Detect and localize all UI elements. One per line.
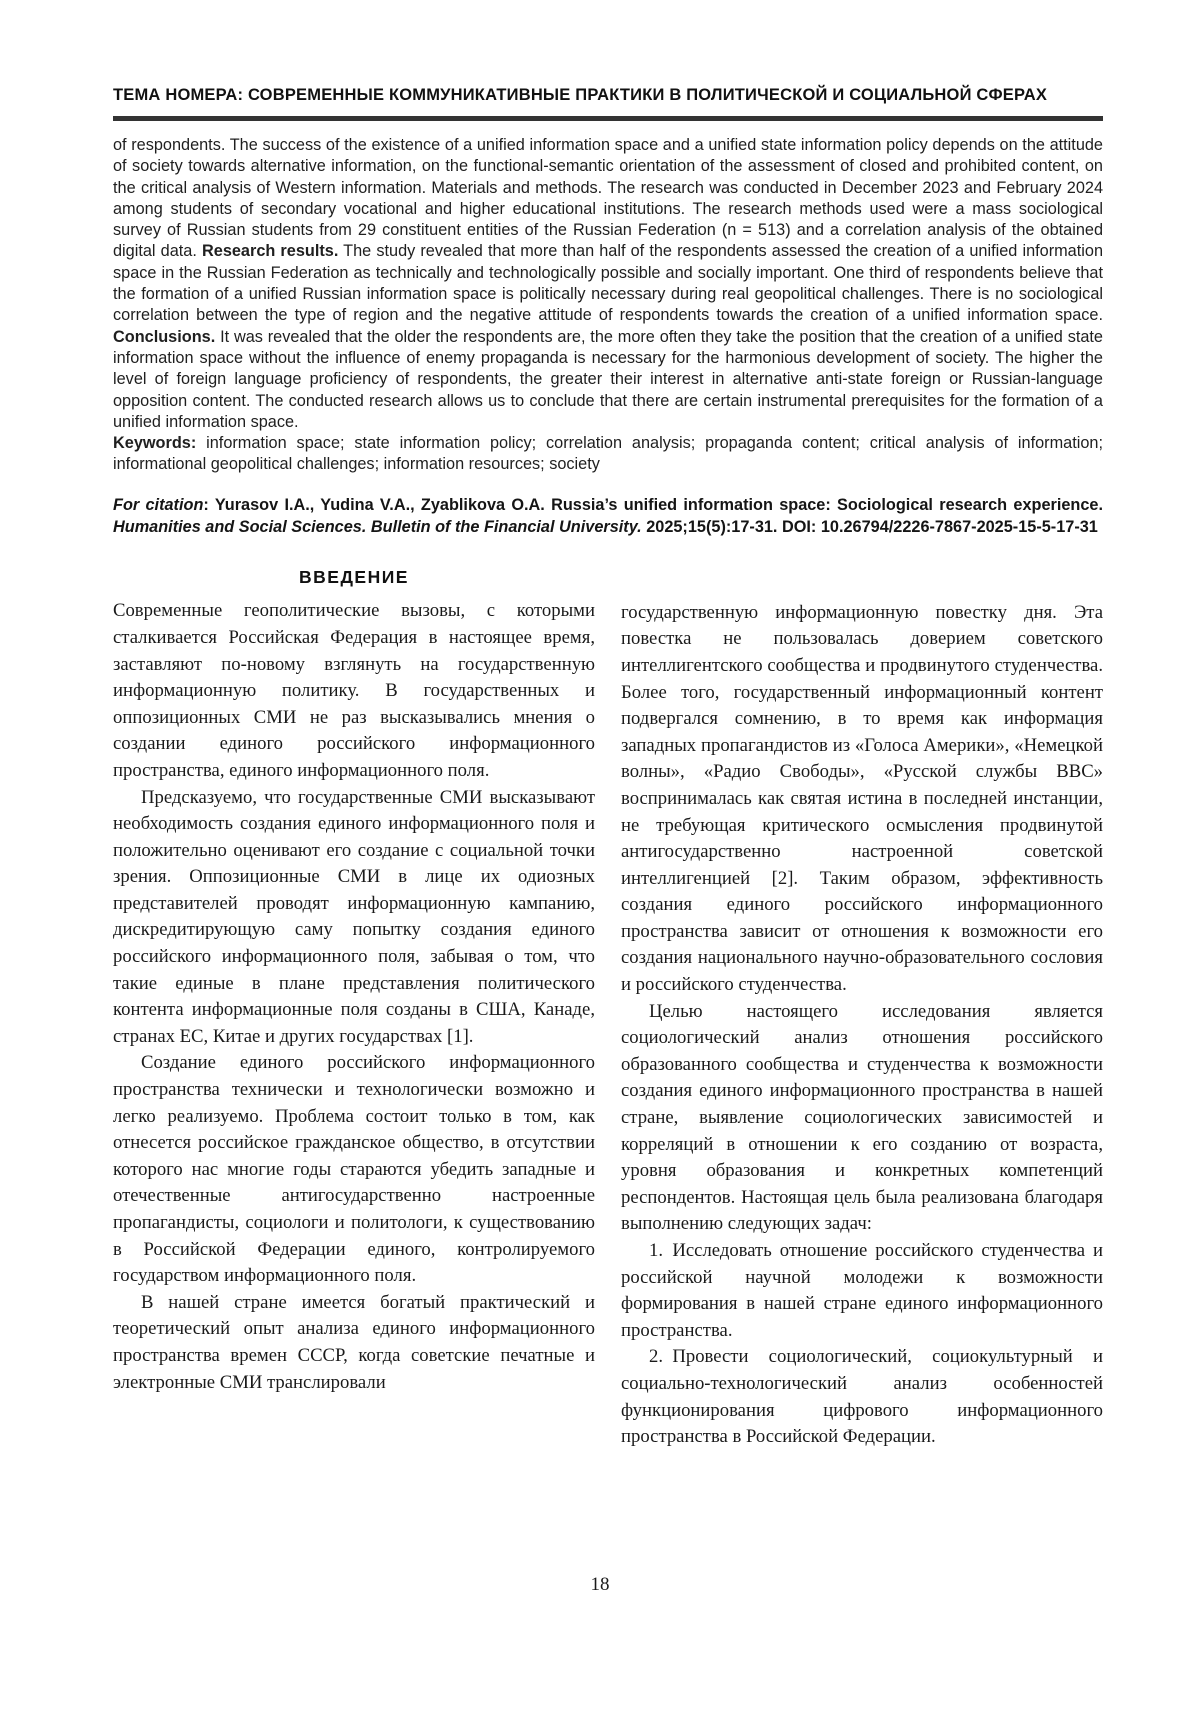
abstract-segment: of respondents. The success of the existence of a unified information space and a unified state information policy depends on the attitude of society towards alternative information, on the functional-semantic orientation of the assessment of closed and prohibited content, on the critical analysis of Western information. Materials and methods. The research was conducted in December 2023 and February 2024 among students of secondary vocational and higher educational institutions. The research methods used were a mass sociological survey of Russian students from 29 constituent entities of the Russian Federation (n = 513) and a correlation analysis of the obtained digital data. (113, 136, 1103, 261)
citation-doi: 2025;15(5):17-31. DOI: 10.26794/2226-7867-2025-15-5-17-31 (641, 517, 1098, 536)
citation-block (113, 494, 1103, 538)
body-paragraph: Целью настоящего исследования является социологический анализ отношения российского образованного сообщества и студенчества к возможности создания единого информационного пространства в нашей стране, выявление социологических зависимостей и корреляций в отношении к его созданию от возраста, уровня образования и конкретных компетенций респондентов. Настоящая цель была реализована благодаря выполнению следующих задач: (621, 1000, 1103, 1235)
body-paragraph: государственную информационную повестку дня. Эта повестка не пользовалась доверием советского интеллигентского сообщества и продвинутого студенчества. Более того, государственный информационный контент подвергался сомнению, в то время как информация западных пропагандистов из «Голоса Америки», «Немецкой волны», «Радио Свободы», «Русской службы ВВС» воспринималась как святая истина в последней инстанции, не требующая критического осмысления продвинутой антигосударственно настроенной советской интеллигенцией [2]. Таким образом, эффективность создания единого российского информационного пространства зависит от отношения к возможности его создания национального научно-образовательного сословия и российского студенчества. (621, 601, 1103, 996)
body-paragraph: Создание единого российского информационного пространства технически и технологически возможно и легко реализуемо. Проблема состоит только в том, как отнесется российское гражданское общество, в отсутствии которого нас многие годы стараются убедить западные и отечественные антигосударственно настроенные пропагандисты, социологи и политологи, к существованию в Российской Федерации единого, контролируемого государством информационного поля. (113, 1052, 595, 1287)
keywords-paragraph (113, 433, 1103, 476)
page-content (113, 0, 1103, 1451)
header-rule (113, 116, 1103, 121)
body-paragraph: Предсказуемо, что государственные СМИ высказывают необходимость создания единого информационного поля и положительно оценивают его создание с социальной точки зрения. Оппозиционные СМИ в лице их одиозных представителей проводят информационную кампанию, дискредитирующую саму попытку создания единого российского информационного поля, забывая о том, что такие единые в плане представления политического контента информационные поля созданы в США, Канаде, странах ЕС, Китае и других государствах [1]. (113, 786, 595, 1047)
abstract-paragraph (113, 135, 1103, 433)
numbered-task-1: 1. Исследовать отношение российского студенчества и российской научной молодежи к возможности формирования в нашей стране единого информационного пространства. (621, 1240, 1103, 1341)
abstract-segment: The study revealed that more than half of the respondents assessed the creation of a unified information space in the Russian Federation as technically and technologically possible and socially important. One third of respondents believe that the formation of a unified Russian information space is politically necessary during real geopolitical challenges. There is no sociological correlation between the type of region and the negative attitude of respondents towards the creation of a unified information space. (113, 242, 1103, 325)
abstract-segment-conclusions: Conclusions. (113, 327, 216, 346)
citation-journal: Humanities and Social Sciences. Bulletin of the Financial University. (113, 517, 642, 536)
page-number: 18 (590, 1574, 610, 1595)
two-column-body (113, 564, 1103, 1451)
citation-label: For citation (113, 495, 204, 514)
left-column (113, 564, 595, 1451)
right-column (621, 564, 1103, 1451)
abstract-block (113, 135, 1103, 476)
body-paragraph: В нашей стране имеется богатый практический и теоретический опыт анализа единого информационного пространства времен СССР, когда советские печатные и электронные СМИ транслировали (113, 1291, 595, 1393)
body-paragraph: Современные геополитические вызовы, с которыми сталкивается Российская Федерация в настоящее время, заставляют по-новому взглянуть на государственную информационную политику. В государственных и оппозиционных СМИ не раз высказывались мнения о создании единого российского информационного пространства, единого информационного поля. (113, 600, 595, 781)
abstract-segment: It was revealed that the older the respondents are, the more often they take the position that the creation of a unified state information space without the influence of enemy propaganda is necessary for the harmonious development of society. The higher the level of foreign language proficiency of respondents, the greater their interest in alternative anti-state foreign or Russian-language opposition content. The conducted research allows us to conclude that there are certain instrumental prerequisites for the formation of a unified information space. (113, 327, 1103, 431)
section-heading-introduction: ВВЕДЕНИЕ (299, 566, 409, 587)
numbered-task-2: 2. Провести социологический, социокультурный и социально-технологический анализ особенностей функционирования цифрового информационного пространства в Российской Федерации. (621, 1346, 1103, 1448)
keywords-text: information space; state information policy; correlation analysis; propaganda content; critical analysis of information; informational geopolitical challenges; information resources; society (113, 434, 1103, 474)
citation-authors: : Yurasov I.A., Yudina V.A., Zyablikova O.A. Russia’s unified information space: Sociological research experience. (203, 495, 1104, 514)
abstract-segment-research-results: Research results. (202, 242, 339, 261)
keywords-label: Keywords: (113, 434, 197, 453)
running-head: ТЕМА НОМЕРА: СОВРЕМЕННЫЕ КОММУНИКАТИВНЫЕ ПРАКТИКИ В ПОЛИТИЧЕСКОЙ И СОЦИАЛЬНОЙ СФЕРАХ (113, 86, 1048, 104)
